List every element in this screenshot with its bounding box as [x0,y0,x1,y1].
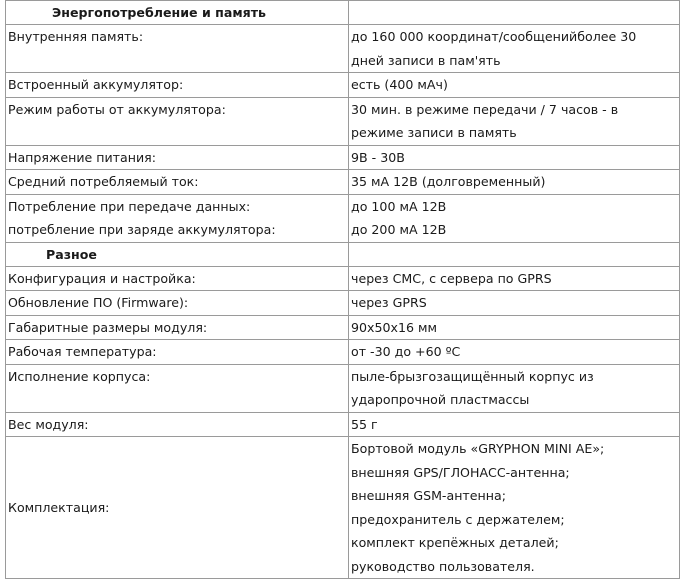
value-line: 90x50x16 мм [351,319,437,335]
row-label [6,170,349,195]
value-line: ударопрочной пластмассы [351,392,530,407]
row-value [349,145,680,170]
value-line: через GPRS [351,295,427,310]
label-line: Потребление при передаче данных: [8,198,251,214]
section-title: Разное [6,242,349,266]
label-line: потребление при заряде аккумулятора: [8,222,276,237]
value-line: до 160 000 координат/сообщенийболее 30 [351,29,637,44]
value-line: от -30 до +60 ºС [351,344,461,359]
row-value [349,340,680,365]
section-title: Энергопотребление и память [6,1,349,25]
row-label [6,73,349,98]
row-value [349,170,680,195]
section-header-row [6,242,680,266]
row-value [349,73,680,98]
table-row [6,291,680,316]
value-line: 30 мин. в режиме передачи / 7 часов - в [351,101,619,117]
row-label [6,97,349,145]
table-row [6,315,680,340]
value-line: внешняя GPS/ГЛОНАСС-антенна; [351,464,570,480]
value-line: внешняя GSM-антенна; [351,488,506,503]
label-line: Средний потребляемый ток: [8,174,199,189]
row-label [6,291,349,316]
value-line: через СМС, с сервера по GPRS [351,270,552,286]
row-value [349,315,680,340]
label-line: Рабочая температура: [8,344,157,359]
label-line: Внутренняя память: [8,29,144,44]
row-label [6,364,349,412]
section-header-row [6,1,680,25]
section-title-blank-cell [349,242,680,266]
value-line: есть (400 мАч) [351,77,448,92]
row-value [349,266,680,291]
label-line: Режим работы от аккумулятора: [8,101,226,117]
row-label [6,437,349,579]
value-line: руководство пользователя. [351,558,535,574]
table-row [6,25,680,73]
row-value [349,291,680,316]
row-label [6,194,349,242]
value-line: дней записи в пам'ять [351,52,501,68]
row-value [349,97,680,145]
value-line: комплект крепёжных деталей; [351,535,559,550]
label-line: Исполнение корпуса: [8,368,151,384]
section-title-blank-cell [349,1,680,25]
row-value [349,412,680,437]
table-row [6,340,680,365]
table-row [6,194,680,242]
row-label [6,266,349,291]
label-line: Вес модуля: [8,416,89,432]
value-line: 55 г [351,416,378,432]
label-line: Комплектация: [8,499,110,515]
value-line: до 100 мА 12В [351,198,447,214]
value-line: режиме записи в память [351,125,517,140]
label-line: Габаритные размеры модуля: [8,319,208,335]
value-line: пыле-брызгозащищённый корпус из [351,368,594,384]
row-label [6,412,349,437]
table-row [6,145,680,170]
label-line: Обновление ПО (Firmware): [8,295,189,310]
row-label [6,315,349,340]
row-label [6,340,349,365]
row-label [6,145,349,170]
row-value [349,194,680,242]
row-value [349,364,680,412]
row-value [349,437,680,579]
table-row [6,97,680,145]
label-line: Встроенный аккумулятор: [8,77,184,92]
value-line: до 200 мА 12В [351,222,447,237]
table-row [6,412,680,437]
table-row [6,437,680,579]
table-row [6,266,680,291]
value-line: предохранитель с держателем; [351,511,565,527]
label-line: Напряжение питания: [8,149,156,165]
table-row [6,170,680,195]
value-line: 35 мА 12В (долговременный) [351,174,546,189]
row-label [6,25,349,73]
value-line: Бортовой модуль «GRYPHON MINI AE»; [351,441,605,456]
label-line: Конфигурация и настройка: [8,270,196,286]
table-row [6,364,680,412]
table-row [6,73,680,98]
specifications-table [5,0,680,579]
row-value [349,25,680,73]
value-line: 9В - 30В [351,149,405,165]
